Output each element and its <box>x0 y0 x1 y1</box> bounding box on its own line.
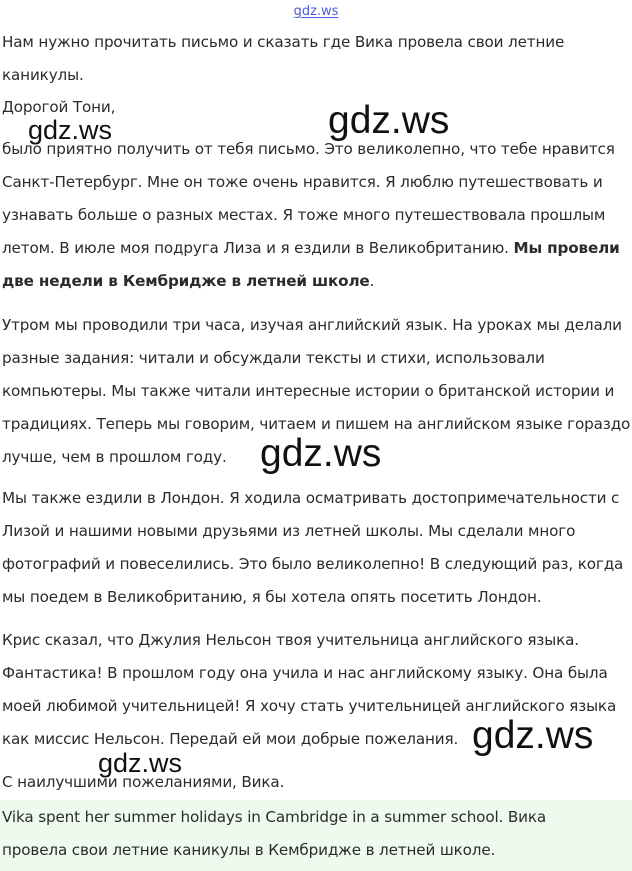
answer-text <box>2 801 630 867</box>
highlight-answer-text: две недели в Кембридже в летней школе <box>2 272 370 290</box>
paragraph-line <box>2 232 630 265</box>
closing-line: С наилучшими пожеланиями, Вика. <box>2 773 285 791</box>
watermark-logo: gdz.ws <box>328 99 450 142</box>
paragraph-line: традициях. Теперь мы говорим, читаем и пишем на английском языке гораздо <box>2 415 631 433</box>
paragraph-line: фотографий и повеселились. Это было великолепно! В следующий раз, когда <box>2 555 624 573</box>
paragraph-line: узнавать больше о разных местах. Я тоже много путешествовала прошлым <box>2 206 606 224</box>
paragraph-line: компьютеры. Мы также читали интересные истории о британской истории и <box>2 382 615 400</box>
paragraph-line: Крис сказал, что Джулия Нельсон твоя учительница английского языка. <box>2 631 579 649</box>
answer-line: провела свои летние каникулы в Кембридже в летней школе. <box>2 841 496 859</box>
task-line: каникулы. <box>2 66 84 84</box>
greeting-line: Дорогой Тони, <box>2 98 116 116</box>
letter-paragraph-3 <box>2 482 630 614</box>
paragraph-line: Утром мы проводили три часа, изучая английский язык. На уроках мы делали <box>2 316 622 334</box>
site-link[interactable]: gdz.ws <box>293 4 339 19</box>
paragraph-line: лучше, чем в прошлом году. <box>2 448 227 466</box>
paragraph-line: было приятно получить от тебя письмо. Это великолепно, что тебе нравится <box>2 140 615 158</box>
paragraph-line: Фантастика! В прошлом году она учила и нас английскому языку. Она была <box>2 664 608 682</box>
answer-line: Vika spent her summer holidays in Cambridge in a summer school. Вика <box>2 808 547 826</box>
paragraph-line: моей любимой учительницей! Я хочу стать учительницей английского языка <box>2 697 617 715</box>
task-line: Нам нужно прочитать письмо и сказать где Вика провела свои летние <box>2 33 565 51</box>
paragraph-line: Лизой и нашими новыми друзьями из летней школы. Мы сделали много <box>2 522 576 540</box>
paragraph-line <box>2 265 630 298</box>
task-text <box>2 26 630 92</box>
watermark-logo: gdz.ws <box>472 714 594 757</box>
paragraph-line: Мы также ездили в Лондон. Я ходила осматривать достопримечательности с <box>2 489 620 507</box>
paragraph-line: Санкт-Петербург. Мне он тоже очень нравится. Я люблю путешествовать и <box>2 173 603 191</box>
paragraph-text: . <box>369 272 375 290</box>
watermark-logo: gdz.ws <box>260 432 382 475</box>
highlight-answer-text: Мы провели <box>513 239 620 257</box>
watermark-logo: gdz.ws <box>98 748 183 778</box>
letter-paragraph-1 <box>2 133 630 298</box>
letter-closing <box>2 766 630 799</box>
paragraph-text: летом. В июле моя подруга Лиза и я ездили в Великобританию. <box>2 239 514 257</box>
paragraph-line: как миссис Нельсон. Передай ей мои добрые пожелания. <box>2 730 459 748</box>
paragraph-line: мы поедем в Великобританию, я бы хотела опять посетить Лондон. <box>2 588 542 606</box>
watermark-logo: gdz.ws <box>28 115 113 145</box>
paragraph-line: разные задания: читали и обсуждали тексты и стихи, использовали <box>2 349 545 367</box>
